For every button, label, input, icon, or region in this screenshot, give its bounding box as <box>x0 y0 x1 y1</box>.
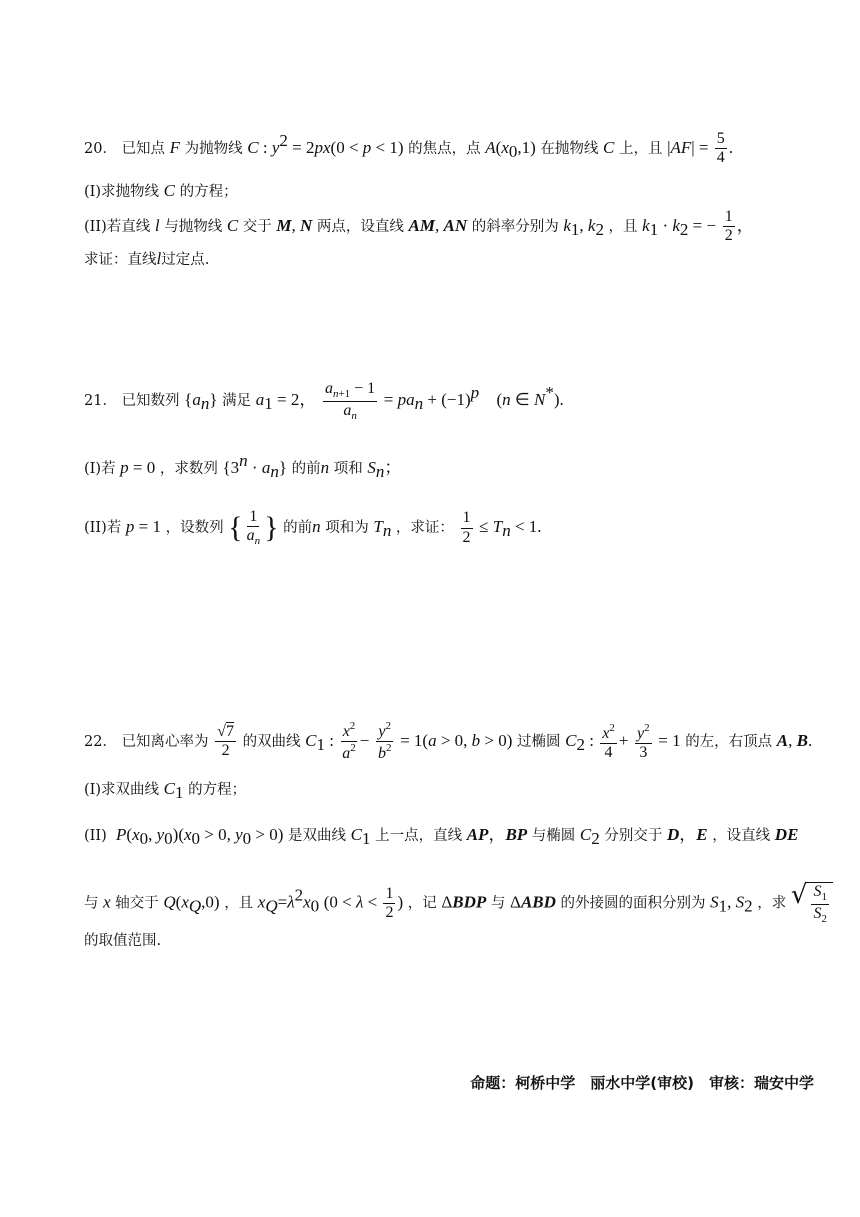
p22-line3: 与 x 轴交于 $Q(x_Q,0)$ ，且 $x_Q=\lambda^2x_0$ (0 < λ < $\frac{1}{2}$ ) ，记 ΔBDP 与 ΔABD 的外接圆的面积分别为 $S_1$, $S_2$ ，求 √ $\frac{S_1}{S_2}$ <box>84 882 833 925</box>
p20-part2: (II)若直线 l 与抛物线 C 交于 M, N 两点，设直线 AM, AN 的斜率分别为 $k_1$, $k_2$ ，且 $k_1 \cdot k_2$ = − $\frac{1}{2}$ ， <box>84 208 754 245</box>
p22-stem: 22． 已知离心率为 $\frac{√7}{2}$ 的双曲线 $C_1$ : $\frac{x^2}{a^2}$ − $\frac{y^2}{b^2}$ = 1(a > 0, b > 0) 过椭圆 $C_2$ : $\frac{x^2}{4}$ + $\frac{y^2}{3}$ = 1 的左，右顶点 A, B. <box>84 720 813 763</box>
p22-part1: (I)求双曲线 $C_1$ 的方程； <box>84 779 247 802</box>
fraction-recurrence: $\frac{a_{n+1} - 1}{a_n}$ <box>324 380 376 422</box>
problem-number: 21． <box>84 393 117 410</box>
p21-part2: (II)若 p = 1 ，设数列 { $\frac{1}{a_n}$ } 的前n 项和为 $T_n$ ，求证： $\frac{1}{2}$ ≤ $T_n < 1$. <box>84 508 542 548</box>
author-credits: 命题：柯桥中学 丽水中学(审校) 审核：瑞安中学 <box>470 1074 814 1092</box>
problem-number: 22． <box>84 733 117 750</box>
fraction-1-2: $\frac{1}{2}$ <box>724 208 733 245</box>
problem-number: 20． <box>84 140 117 157</box>
p22-line4: 的取值范围. <box>84 933 162 949</box>
p20-part1: (I)求抛物线 C 的方程； <box>84 181 238 200</box>
p20-conclusion: 求证：直线l过定点. <box>84 249 210 268</box>
p21-part1: (I)若 p = 0 ，求数列 $\{3^n \cdot a_n\}$ 的前n 项和 $S_n$； <box>84 451 402 481</box>
fraction-sqrt7-2: $\frac{√7}{2}$ <box>217 723 234 760</box>
fraction-1-2: $\frac{1}{2}$ <box>462 509 471 546</box>
p22-part2: (II) $P(x_0$, $y_0)(x_0 > 0$, $y_0 > 0$) 是双曲线 $C_1$ 上一点，直线 AP，BP 与椭圆 $C_2$ 分别交于 D，E ，设直线 DE <box>84 825 799 848</box>
p20-stem: 20． 已知点 F 为抛物线 C : $y^2 = 2px(0 < p < 1)$ 的焦点，点 $A(x_0,1)$ 在抛物线 C 上，且 |AF| = $\frac{5}{4}$ . <box>84 130 734 167</box>
p21-stem: 21． 已知数列 $\{a_n\}$ 满足 $a_1 = 2$， $\frac{a_{n+1} - 1}{a_n}$ = $pa_n + (-1)^p$ (n ∈ N*). <box>84 380 564 422</box>
sqrt-ratio: √ $\frac{S_1}{S_2}$ <box>791 882 833 925</box>
fraction-1-over-an: $\frac{1}{a_n}$ <box>246 508 261 548</box>
fraction-5-4: $\frac{5}{4}$ <box>716 130 725 167</box>
